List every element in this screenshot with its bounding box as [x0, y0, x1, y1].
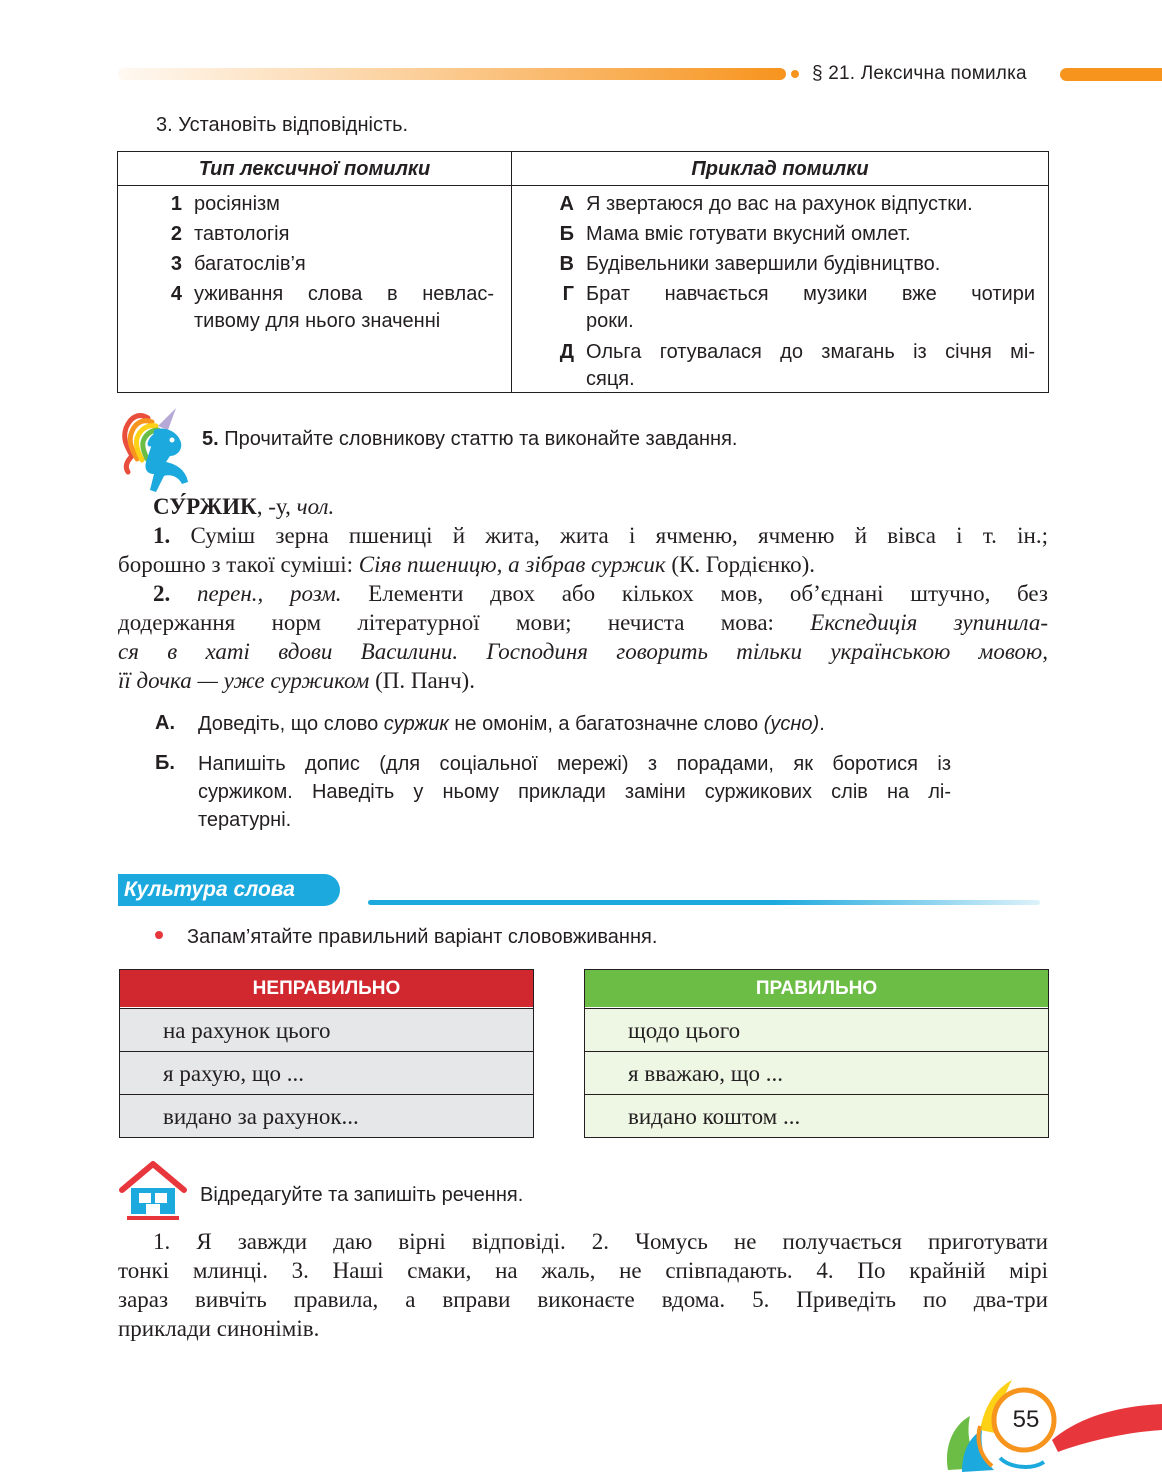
bullet-icon: [155, 931, 163, 939]
subtask-text: Доведіть, що слово: [198, 713, 384, 735]
meaning-number: 1.: [153, 523, 171, 548]
type-item-text: багатослів’я: [194, 253, 306, 275]
task3-instruction: 3. Установіть відповідність.: [156, 114, 409, 136]
right-usage-cell: я вважаю, що ...: [585, 1051, 1048, 1094]
dictionary-meaning-2: [153, 579, 1048, 608]
subtask-b-line: суржиком. Наведіть у ньому приклади заміни суржикових слів на лі-: [198, 781, 951, 803]
subtask-a-text: [198, 710, 825, 738]
house-icon: [118, 1160, 188, 1224]
example-item-text: Брат навчається музики вже чотири: [586, 283, 1035, 305]
homework-line: зараз вивчіть правила, а вправи виконаєте вдома. 5. Приведіть по два-три: [118, 1287, 1048, 1312]
example-item-letter: Д: [559, 341, 574, 363]
dictionary-meaning-1: [153, 521, 1048, 550]
subtask-text: .: [819, 713, 825, 735]
meaning-text: борошно з такої суміші:: [118, 552, 359, 577]
unicorn-icon: [118, 404, 198, 496]
matching-table: [117, 151, 1049, 393]
example-item-letter: Б: [559, 223, 574, 245]
subtask-text: не омонім, а багатозначне слово: [448, 713, 764, 735]
culture-section-rule: [368, 900, 1040, 905]
example-item-text: Мама вміє готувати вкусний омлет.: [586, 223, 911, 245]
page-corner-decoration: [940, 1370, 1162, 1474]
meaning-text: Суміш зерна пшениці й жита, жита і ячменю, ячменю й вівса і т. ін.;: [190, 523, 1048, 548]
column-header-type: Тип лексичної помилки: [198, 158, 431, 180]
right-usage-cell: щодо цього: [585, 1008, 1048, 1051]
example-item-text: Ольга готувалася до змагань із січня мі-: [586, 341, 1035, 363]
type-item-number: 2: [170, 223, 182, 245]
right-usage-header: ПРАВИЛЬНО: [585, 970, 1048, 1007]
meaning-example: Сіяв пшеницю, а зібрав суржик: [358, 552, 666, 577]
example-item: [554, 338, 1044, 396]
homework-line: тонкі млинці. 3. Наші смаки, на жаль, не співпадають. 4. По крайній мірі: [118, 1258, 1048, 1283]
dictionary-meaning-2-cont: [118, 608, 1048, 637]
type-item-number: 1: [170, 193, 182, 215]
subtask-note: (усно): [763, 713, 820, 735]
task5-instruction: Прочитайте словникову статтю та виконайте завдання.: [224, 428, 738, 450]
meaning-number: 2.: [153, 581, 171, 606]
header-bullet-icon: [791, 70, 799, 78]
example-item: [554, 280, 1044, 338]
wrong-usage-header: НЕПРАВИЛЬНО: [120, 970, 533, 1007]
example-item-letter: А: [559, 193, 574, 215]
homework-instruction: Відредагуйте та запишіть речення.: [200, 1184, 524, 1206]
dictionary-grammar: , -у,: [256, 494, 297, 519]
wrong-usage-cell: на рахунок цього: [120, 1008, 533, 1051]
subtask-b-line: тературні.: [198, 809, 292, 831]
type-item-text: росіянізм: [194, 193, 280, 215]
table-divider: [511, 152, 512, 392]
meaning-example: її дочка — уже суржиком: [118, 668, 370, 693]
dictionary-meaning-2-cont: [118, 637, 1048, 666]
type-item-number: 3: [170, 253, 182, 275]
type-item-text: тавтологія: [194, 223, 290, 245]
dictionary-headword: СУ́РЖИК: [153, 494, 257, 519]
subtask-b-label: Б.: [155, 752, 175, 774]
example-item-text: сяця.: [586, 368, 635, 390]
dictionary-headword-line: [153, 492, 334, 521]
task5-number: 5.: [202, 428, 219, 450]
meaning-example: Експедиція зупинила-: [810, 610, 1048, 635]
example-item-text: роки.: [586, 310, 634, 332]
meaning-source: (П. Панч).: [369, 668, 475, 693]
subtask-b-line: Напишіть допис (для соціальної мережі) з порадами, як боротися із: [198, 753, 951, 775]
meaning-source: (К. Гордієнко).: [665, 552, 816, 577]
dictionary-gender: чол.: [296, 494, 335, 519]
type-item-text: тивому для нього значенні: [194, 310, 441, 332]
meaning-text: додержання норм літературної мови; нечиста мова:: [118, 610, 811, 635]
meaning-label: перен., розм.: [196, 581, 342, 606]
homework-line: 1. Я завжди даю вірні відповіді. 2. Чомусь не получається приготувати: [153, 1229, 1048, 1254]
homework-line: приклади синонімів.: [118, 1316, 320, 1341]
type-item-number: 4: [170, 283, 182, 305]
wrong-usage-table: [119, 969, 534, 1138]
culture-instruction: Запам’ятайте правильний варіант слововживання.: [187, 926, 658, 948]
type-item: [162, 280, 502, 340]
meaning-text: Елементи двох або кількох мов, об’єднані штучно, без: [341, 581, 1049, 606]
meaning-example: ся в хаті вдови Василини. Господиня говорить тільки українською мовою,: [118, 639, 1048, 664]
dictionary-meaning-2-cont: [118, 666, 475, 695]
right-usage-table: [584, 969, 1049, 1138]
example-item-letter: В: [559, 253, 574, 275]
wrong-usage-cell: я рахую, що ...: [120, 1051, 533, 1094]
type-item-text: уживання слова в невлас-: [194, 283, 494, 305]
page-number: 55: [1012, 1406, 1040, 1433]
subtask-word: суржик: [383, 713, 449, 735]
header-tab: [1060, 68, 1162, 81]
example-item-text: Будівельники завершили будівництво.: [586, 253, 941, 275]
dictionary-meaning-1-cont: [118, 550, 815, 579]
wrong-usage-cell: видано за рахунок...: [120, 1094, 533, 1137]
column-header-example: Приклад помилки: [691, 158, 869, 180]
example-item-text: Я звертаюся до вас на рахунок відпустки.: [586, 193, 973, 215]
header-gradient-bar: [118, 68, 786, 80]
culture-section-title: Культура слова: [118, 874, 340, 906]
example-item-letter: Г: [562, 283, 574, 305]
right-usage-cell: видано коштом ...: [585, 1094, 1048, 1137]
section-title: § 21. Лексична помилка: [812, 63, 1027, 84]
table-header-divider: [118, 185, 1048, 186]
subtask-a-label: А.: [155, 712, 175, 734]
task5-instruction-line: [202, 428, 738, 451]
